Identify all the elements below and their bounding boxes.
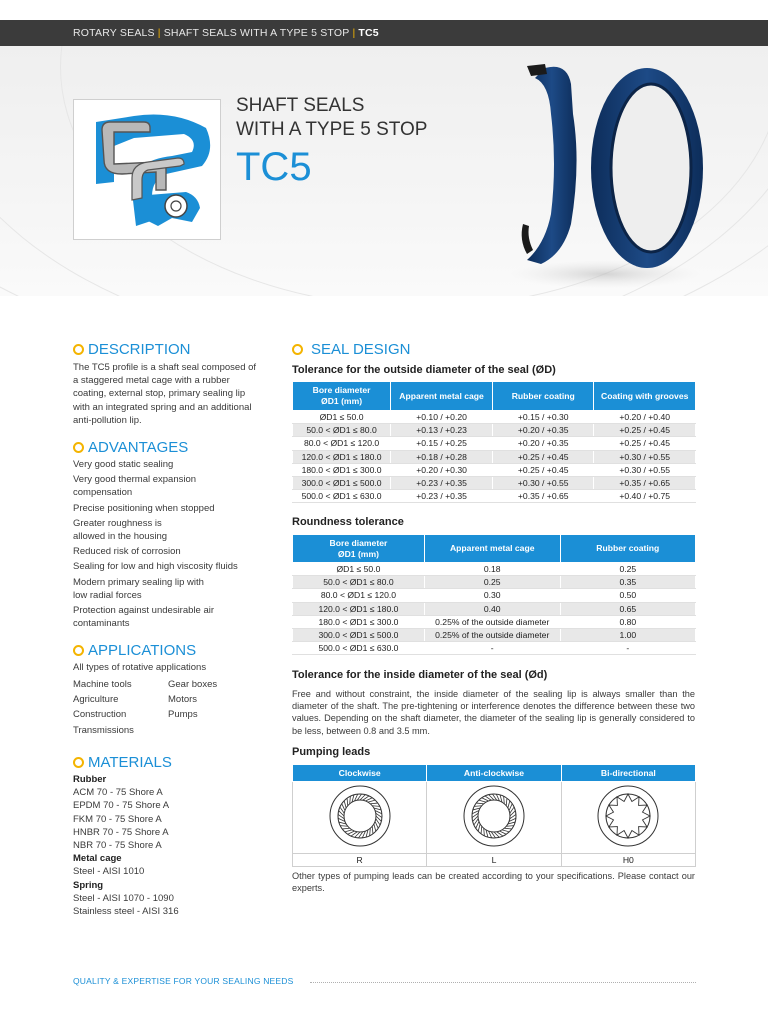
table-header: Clockwise — [293, 765, 427, 782]
table-header: Bore diameter ØD1 (mm) — [293, 535, 425, 563]
list-item: Transmissions — [73, 724, 134, 736]
bullet-icon — [73, 645, 84, 656]
table-cell: +0.15 / +0.30 — [493, 411, 594, 424]
pumping-code: R — [293, 854, 427, 867]
materials-group-title: Rubber — [73, 774, 107, 785]
section-heading-text: APPLICATIONS — [88, 642, 197, 659]
hero-title-line: WITH A TYPE 5 STOP — [236, 119, 428, 140]
materials-list — [73, 773, 263, 918]
list-item: HNBR 70 - 75 Shore A — [73, 826, 169, 838]
table-header: Apparent metal cage — [391, 382, 493, 411]
list-item: Protection against undesirable air contaminants — [73, 605, 215, 630]
bullet-icon — [73, 344, 84, 355]
pumping-leads-title: Pumping leads — [292, 746, 371, 758]
table-row — [293, 463, 696, 476]
section-heading-text: DESCRIPTION — [88, 341, 191, 358]
pumping-cell — [427, 782, 561, 854]
table-cell: +0.10 / +0.20 — [391, 411, 493, 424]
list-item: Construction — [73, 709, 127, 721]
list-item: Gear boxes — [168, 679, 218, 690]
table-row — [293, 589, 696, 602]
breadcrumb-item[interactable]: SHAFT SEALS WITH A TYPE 5 STOP — [163, 27, 350, 39]
table-cell: +0.30 / +0.55 — [493, 476, 594, 489]
pumping-cell — [293, 782, 427, 854]
table-body — [293, 411, 696, 503]
table-header: Rubber coating — [493, 382, 594, 411]
roundness-title: Roundness tolerance — [292, 516, 404, 528]
table-cell: +0.25 / +0.45 — [493, 463, 594, 476]
table-cell: +0.35 / +0.65 — [493, 490, 594, 503]
list-item: Agriculture — [73, 694, 119, 706]
seal-design-heading — [292, 341, 410, 358]
table-cell: 0.35 — [560, 576, 695, 589]
table-cell: 180.0 < ØD1 ≤ 300.0 — [293, 463, 391, 476]
list-item: EPDM 70 - 75 Shore A — [73, 800, 170, 812]
table-cell: 0.50 — [560, 589, 695, 602]
table-header: Anti-clockwise — [427, 765, 561, 782]
table-cell: 0.25% of the outside diameter — [424, 615, 560, 628]
seal-profile-diagram — [73, 99, 221, 240]
table-cell: 50.0 < ØD1 ≤ 80.0 — [293, 576, 425, 589]
advantages-heading — [73, 439, 188, 456]
table-row — [293, 642, 696, 655]
list-item: Pumps — [168, 709, 198, 721]
list-item: Greater roughness is allowed in the housing — [73, 517, 168, 543]
list-item: Stainless steel - AISI 316 — [73, 906, 179, 918]
list-item: Steel - AISI 1070 - 1090 — [73, 892, 174, 904]
table-header: Bore diameter ØD1 (mm) — [293, 382, 391, 411]
table-cell: 500.0 < ØD1 ≤ 630.0 — [293, 490, 391, 503]
table-cell: +0.20 / +0.35 — [493, 437, 594, 450]
table-cell: +0.40 / +0.75 — [594, 490, 696, 503]
table-cell: +0.35 / +0.65 — [594, 476, 696, 489]
bi-directional-pumping-icon — [593, 782, 663, 850]
id-tolerance-title: Tolerance for the inside diameter of the seal (Ød) — [292, 669, 548, 681]
table-row — [293, 490, 696, 503]
pumping-code: H0 — [561, 854, 695, 867]
table-row — [293, 563, 696, 576]
od-tolerance-table — [292, 381, 696, 503]
section-heading-text: SEAL DESIGN — [311, 341, 411, 358]
table-cell: 80.0 < ØD1 ≤ 120.0 — [293, 589, 425, 602]
roundness-table — [292, 534, 696, 655]
table-cell: 0.18 — [424, 563, 560, 576]
anti-clockwise-pumping-icon — [459, 782, 529, 850]
footer-tagline: QUALITY & EXPERTISE FOR YOUR SEALING NEEDS — [73, 976, 294, 986]
table-cell: 0.65 — [560, 602, 695, 615]
table-cell: +0.30 / +0.55 — [594, 463, 696, 476]
list-item: Modern primary sealing lip with low radial forces — [73, 576, 204, 601]
od-tolerance-title: Tolerance for the outside diameter of the seal (ØD) — [292, 364, 556, 376]
table-cell: 180.0 < ØD1 ≤ 300.0 — [293, 615, 425, 628]
table-cell: 0.30 — [424, 589, 560, 602]
materials-group-title: Spring — [73, 879, 104, 891]
table-cell: +0.18 / +0.28 — [391, 450, 493, 463]
list-item: Steel - AISI 1010 — [73, 866, 145, 878]
list-item: Very good static sealing — [73, 459, 174, 470]
table-cell: +0.20 / +0.40 — [594, 411, 696, 424]
table-cell: +0.15 / +0.25 — [391, 437, 493, 450]
list-item: Reduced risk of corrosion — [73, 546, 181, 558]
table-cell: 0.40 — [424, 602, 560, 615]
table-row — [293, 424, 696, 437]
table-cell: +0.20 / +0.35 — [493, 424, 594, 437]
table-cell: ØD1 ≤ 50.0 — [293, 411, 391, 424]
table-cell: 300.0 < ØD1 ≤ 500.0 — [293, 476, 391, 489]
bullet-icon — [73, 442, 84, 453]
footer-divider — [310, 982, 696, 983]
table-row — [293, 411, 696, 424]
advantages-list — [73, 458, 253, 632]
applications-intro: All types of rotative applications — [73, 662, 207, 673]
table-cell: 300.0 < ØD1 ≤ 500.0 — [293, 628, 425, 641]
list-item: Precise positioning when stopped — [73, 502, 215, 514]
table-cell: 0.25 — [424, 576, 560, 589]
list-item: Motors — [168, 694, 198, 706]
bullet-icon — [73, 757, 84, 768]
section-heading-text: ADVANTAGES — [88, 439, 189, 456]
table-row — [293, 476, 696, 489]
table-cell: 500.0 < ØD1 ≤ 630.0 — [293, 642, 425, 655]
table-row — [293, 576, 696, 589]
pumping-leads-note: Other types of pumping leads can be created according to your specifications. Please contact our experts. — [292, 871, 695, 894]
table-cell: 1.00 — [560, 628, 695, 641]
table-header: Coating with grooves — [594, 382, 696, 411]
section-heading-text: MATERIALS — [88, 754, 172, 771]
list-item: NBR 70 - 75 Shore A — [73, 840, 162, 852]
description-heading — [73, 341, 191, 358]
list-item: FKM 70 - 75 Shore A — [73, 813, 162, 825]
table-cell: ØD1 ≤ 50.0 — [293, 563, 425, 576]
list-item: Machine tools — [73, 679, 132, 690]
table-cell: +0.13 / +0.23 — [391, 424, 493, 437]
table-cell: +0.25 / +0.45 — [594, 437, 696, 450]
table-body — [293, 563, 696, 655]
bullet-icon — [292, 344, 303, 355]
table-row — [293, 450, 696, 463]
table-cell: 0.80 — [560, 615, 695, 628]
hero-title-line: SHAFT SEALS — [236, 95, 365, 116]
table-row — [293, 602, 696, 615]
pumping-leads-table — [292, 764, 696, 867]
table-cell: +0.25 / +0.45 — [493, 450, 594, 463]
list-item: Very good thermal expansion compensation — [73, 474, 197, 499]
hero-title — [236, 94, 427, 142]
table-cell: 80.0 < ØD1 ≤ 120.0 — [293, 437, 391, 450]
table-cell: 120.0 < ØD1 ≤ 180.0 — [293, 450, 391, 463]
table-header: Bi-directional — [561, 765, 695, 782]
table-header: Rubber coating — [560, 535, 695, 563]
id-tolerance-text: Free and without constraint, the inside diameter of the sealing lip is always smaller than the diameter of the shaft. The pre-tightening or interference denotes the difference between these two values. Depending on the shaft diameter, the diameter of the sealing lip is generally considered to be less, between 0.8 and 3.5 mm. — [292, 689, 695, 736]
table-cell: +0.23 / +0.35 — [391, 490, 493, 503]
table-header: Apparent metal cage — [424, 535, 560, 563]
table-cell: +0.23 / +0.35 — [391, 476, 493, 489]
table-cell: - — [560, 642, 695, 655]
table-cell: +0.25 / +0.45 — [594, 424, 696, 437]
breadcrumb-item[interactable]: ROTARY SEALS — [73, 27, 155, 39]
table-cell: 0.25 — [560, 563, 695, 576]
table-cell: 120.0 < ØD1 ≤ 180.0 — [293, 602, 425, 615]
breadcrumb-current: TC5 — [358, 27, 379, 39]
materials-heading — [73, 754, 172, 771]
list-item: ACM 70 - 75 Shore A — [73, 787, 163, 799]
product-code: TC5 — [236, 145, 312, 189]
pumping-code: L — [427, 854, 561, 867]
applications-heading — [73, 642, 196, 659]
description-text: The TC5 profile is a shaft seal composed of a staggered metal cage with a rubber coating, external stop, primary sealing lip with an integrated spring and an additional anti-pollution lip. — [73, 362, 257, 426]
materials-group-title: Metal cage — [73, 853, 122, 865]
list-item: Sealing for low and high viscosity fluids — [73, 561, 238, 573]
pumping-cell — [561, 782, 695, 854]
table-cell: 50.0 < ØD1 ≤ 80.0 — [293, 424, 391, 437]
table-row — [293, 628, 696, 641]
table-cell: 0.25% of the outside diameter — [424, 628, 560, 641]
table-cell: - — [424, 642, 560, 655]
top-bar — [0, 20, 768, 46]
applications-list — [73, 677, 248, 738]
table-row — [293, 437, 696, 450]
table-cell: +0.30 / +0.55 — [594, 450, 696, 463]
seal-product-image — [505, 54, 705, 294]
breadcrumb: ROTARY SEALS | SHAFT SEALS WITH A TYPE 5 STOP | TC5 — [73, 27, 379, 39]
clockwise-pumping-icon — [325, 782, 395, 850]
table-row — [293, 615, 696, 628]
table-cell: +0.20 / +0.30 — [391, 463, 493, 476]
